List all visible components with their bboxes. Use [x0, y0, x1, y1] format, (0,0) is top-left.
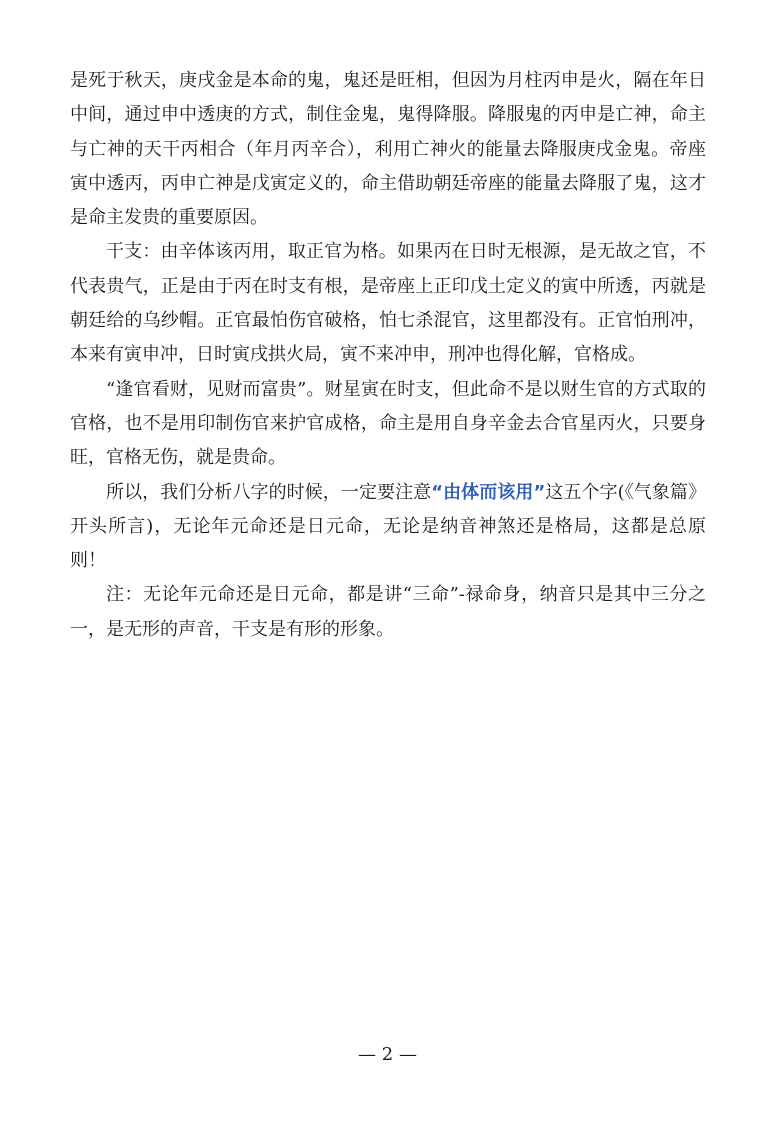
paragraph-4-lead: 所以，我们分析八字的时候，一定要注意 [106, 481, 432, 503]
paragraph-3: “逢官看财，见财而富贵”。财星寅在时支，但此命不是以财生官的方式取的官格，也不是用印制伤官来护官成格，命主是用自身辛金去合官星丙火，只要身旺，官格无伤，就是贵命。 [70, 378, 706, 469]
paragraph-4 [70, 476, 706, 579]
paragraph-5-note: 注：无论年元命还是日元命，都是讲“三命”-禄命身，纳音只是其中三分之一，是无形的声音，干支是有形的形象。 [70, 584, 706, 640]
paragraph-1: 是死于秋天，庚戌金是本命的鬼，鬼还是旺相，但因为月柱丙申是火，隔在年日中间，通过申中透庚的方式，制住金鬼，鬼得降服。降服鬼的丙申是亡神，命主与亡神的天干丙相合（年月丙辛合），利用亡神火的能量去降服庚戌金鬼。帝座寅中透丙，丙申亡神是戊寅定义的，命主借助朝廷帝座的能量去降服了鬼，这才是命主发贵的重要原因。 [70, 70, 706, 229]
paragraph-4-tail: 这五个字(《气象篇》开头所言)，无论年元命还是日元命，无论是纳音神煞还是格局，这都是总原则！ [70, 481, 706, 572]
page-number: — 2 — [358, 1044, 417, 1065]
paragraph-2: 干支：由辛体该丙用，取正官为格。如果丙在日时无根源，是无故之官，不代表贵气，正是由于丙在时支有根，是帝座上正印戊土定义的寅中所透，丙就是朝廷给的乌纱帽。正官最怕伤官破格，怕七杀混官，这里都没有。正官怕刑冲，本来有寅申冲，日时寅戌拱火局，寅不来冲申，刑冲也得化解，官格成。 [70, 241, 706, 366]
emphasis-phrase: “由体而该用” [431, 481, 546, 503]
document-body [70, 64, 706, 647]
